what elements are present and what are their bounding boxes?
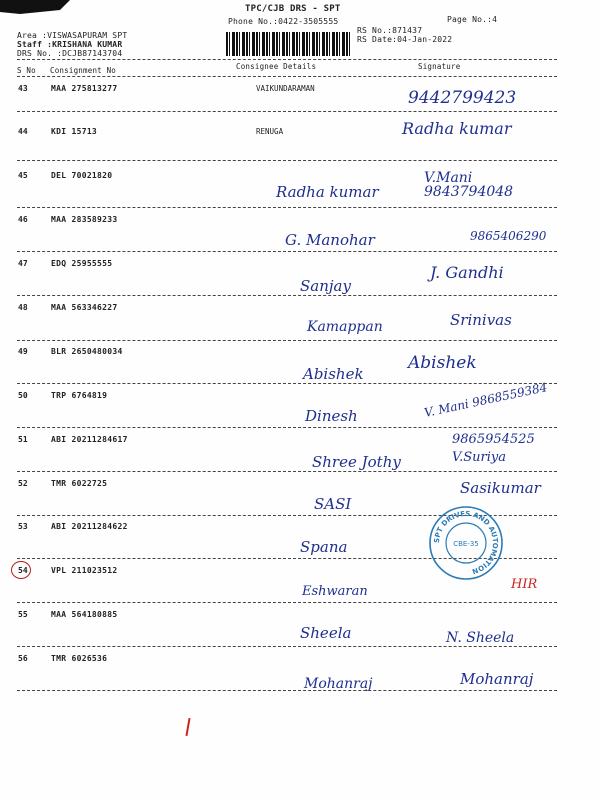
divider bbox=[17, 383, 557, 384]
row-consignment: MAA 283589233 bbox=[51, 215, 118, 224]
handwritten-signature: V.Mani 9843794048 bbox=[424, 170, 514, 200]
handwritten-name: Spana bbox=[300, 538, 348, 556]
row-sno: 43 bbox=[18, 84, 28, 93]
divider bbox=[17, 76, 557, 77]
handwritten-signature: J. Gandhi bbox=[430, 263, 504, 282]
document-title: TPC/CJB DRS - SPT bbox=[245, 4, 341, 14]
rs-number: RS No.:871437 bbox=[357, 26, 423, 35]
row-consignment: ABI 20211284622 bbox=[51, 522, 128, 531]
row-sno: 54 bbox=[18, 566, 28, 575]
barcode-image bbox=[226, 32, 352, 56]
area-label: Area :VISWASAPURAM SPT bbox=[17, 31, 128, 40]
column-header-signature: Signature bbox=[418, 62, 461, 71]
handwritten-signature: Radha kumar bbox=[402, 119, 512, 138]
row-sno: 50 bbox=[18, 391, 28, 400]
handwritten-signature: V. Mani 9868559384 bbox=[422, 380, 549, 420]
handwritten-name: G. Manohar bbox=[285, 231, 375, 249]
row-consignment: BLR 2650480034 bbox=[51, 347, 123, 356]
handwritten-name: Mohanraj bbox=[304, 676, 373, 692]
staff-label: Staff :KRISHANA KUMAR bbox=[17, 40, 123, 49]
row-sno: 52 bbox=[18, 479, 28, 488]
divider bbox=[17, 602, 557, 603]
row-consignment: TRP 6764819 bbox=[51, 391, 108, 400]
row-54-circle-mark bbox=[11, 561, 31, 579]
divider bbox=[17, 207, 557, 208]
divider bbox=[17, 340, 557, 341]
handwritten-signature: Srinivas bbox=[450, 311, 512, 329]
divider bbox=[17, 690, 557, 691]
row-sno: 48 bbox=[18, 303, 28, 312]
row-consignment: ABI 20211284617 bbox=[51, 435, 128, 444]
handwritten-signature: Abishek bbox=[408, 353, 477, 373]
handwritten-name: Kamappan bbox=[307, 319, 383, 335]
handwritten-signature: Mohanraj bbox=[460, 670, 534, 688]
handwritten-signature: 9865406290 bbox=[470, 229, 547, 243]
divider bbox=[17, 295, 557, 296]
row-sno: 44 bbox=[18, 127, 28, 136]
rs-date: RS Date:04-Jan-2022 bbox=[357, 35, 453, 44]
column-header-consignment: Consignment No bbox=[50, 66, 117, 75]
row-consignment: MAA 564180885 bbox=[51, 610, 118, 619]
corner-mark bbox=[0, 0, 70, 16]
row-sno: 55 bbox=[18, 610, 28, 619]
stamp-center-text: CBE-35 bbox=[453, 540, 479, 548]
divider bbox=[17, 59, 557, 60]
row-sno: 46 bbox=[18, 215, 28, 224]
row-consignment: VPL 211023512 bbox=[51, 566, 118, 575]
handwritten-signature: N. Sheela bbox=[446, 630, 515, 646]
row-consignment: EDQ 25955555 bbox=[51, 259, 113, 268]
row-sno: 49 bbox=[18, 347, 28, 356]
divider bbox=[17, 160, 557, 161]
handwritten-name: SASI bbox=[314, 495, 352, 513]
handwritten-signature: 9442799423 bbox=[408, 88, 517, 108]
handwritten-name: Sanjay bbox=[300, 277, 351, 295]
divider bbox=[17, 471, 557, 472]
handwritten-name: Abishek bbox=[303, 365, 364, 383]
handwritten-signature: 9865954525 V.Suriya bbox=[452, 432, 535, 465]
handwritten-name: Dinesh bbox=[305, 407, 358, 425]
row-sno: 47 bbox=[18, 259, 28, 268]
company-stamp-icon bbox=[428, 505, 504, 581]
column-header-consignee: Consignee Details bbox=[236, 62, 317, 71]
stamp-ring-text: SPT DRIVES AND AUTOMATION bbox=[432, 509, 500, 576]
divider bbox=[17, 111, 557, 112]
divider bbox=[17, 251, 557, 252]
drs-number: DRS No. :DCJB87143704 bbox=[17, 49, 123, 58]
row-sno: 45 bbox=[18, 171, 28, 180]
divider bbox=[17, 427, 557, 428]
phone-number: Phone No.:0422-3505555 bbox=[228, 17, 339, 26]
column-header-sno: S No bbox=[17, 66, 36, 75]
row-consignment: TMR 6022725 bbox=[51, 479, 108, 488]
row-consignment: MAA 275813277 bbox=[51, 84, 118, 93]
row-consignment: MAA 563346227 bbox=[51, 303, 118, 312]
page-number: Page No.:4 bbox=[447, 15, 498, 24]
red-note: HIR bbox=[511, 577, 538, 592]
row-consignment: DEL 70021820 bbox=[51, 171, 113, 180]
handwritten-name: Sheela bbox=[300, 624, 352, 642]
row-consignee: VAIKUNDARAMAN bbox=[256, 84, 315, 93]
row-sno: 51 bbox=[18, 435, 28, 444]
divider bbox=[17, 646, 557, 647]
handwritten-name: Eshwaran bbox=[302, 584, 368, 599]
red-tick-mark bbox=[185, 718, 190, 736]
handwritten-signature: Sasikumar bbox=[460, 479, 541, 497]
table-row bbox=[0, 654, 600, 706]
row-sno: 53 bbox=[18, 522, 28, 531]
handwritten-name: Radha kumar bbox=[276, 183, 379, 201]
handwritten-name: Shree Jothy bbox=[312, 453, 401, 471]
row-consignee: RENUGA bbox=[256, 127, 284, 136]
row-consignment: TMR 6026536 bbox=[51, 654, 108, 663]
row-sno: 56 bbox=[18, 654, 28, 663]
row-consignment: KDI 15713 bbox=[51, 127, 98, 136]
